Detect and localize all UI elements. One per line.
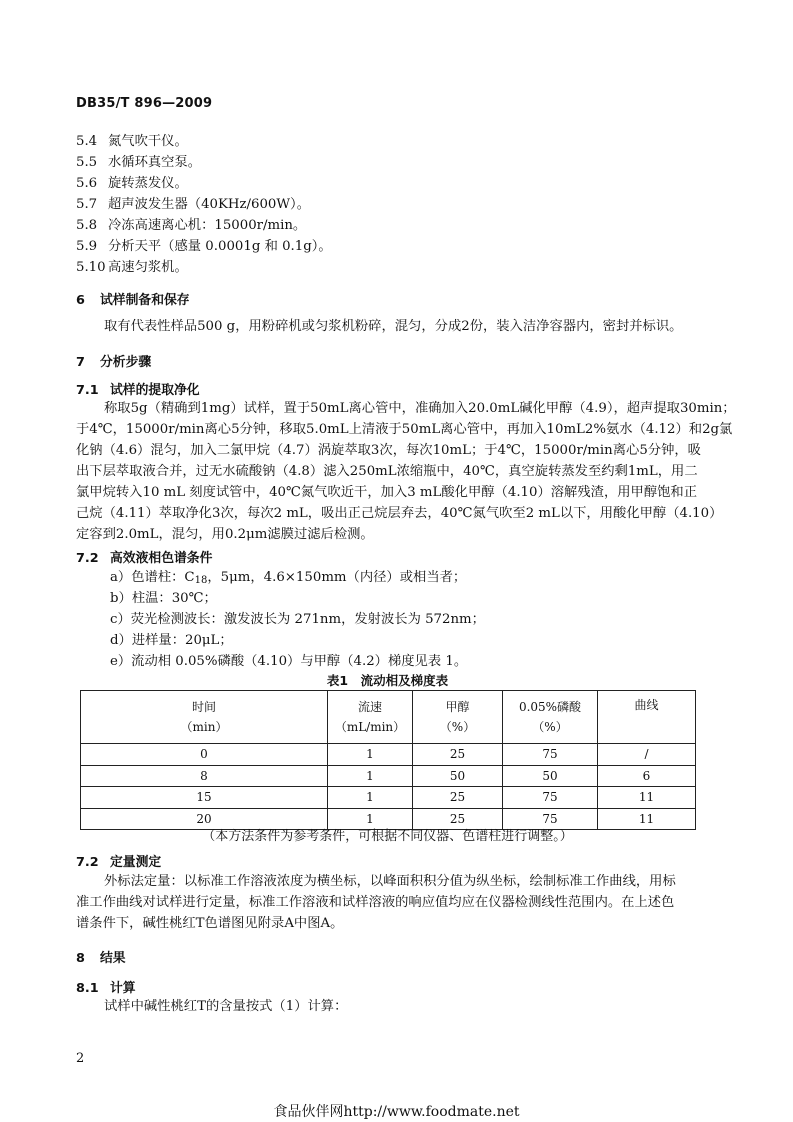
item-text: 高速匀浆机。 [108, 260, 188, 275]
item-number: 5.6 [76, 176, 98, 191]
table-cell: 50 [503, 765, 598, 787]
header-cell-flow [328, 691, 413, 744]
item-label: d） [110, 633, 132, 648]
paragraph-line: 谱条件下，碱性桃红T色谱图见附录A中图A。 [76, 916, 344, 931]
item-label: e） [110, 654, 132, 669]
paragraph-line: 氯甲烷转入10 mL 刻度试管中，40℃氮气吹近干，加入3 mL酸化甲醇（4.10）溶解残渣，用甲醇饱和正 [76, 485, 698, 500]
subsection-number: 8.1 [76, 981, 99, 996]
section-number: 6 [76, 293, 85, 308]
item-text: 柱温：30℃； [131, 591, 217, 606]
header-label: 0.05%磷酸 [518, 700, 582, 714]
subsection-title: 高效液相色谱条件 [110, 551, 213, 566]
subsection-number: 7.1 [76, 383, 99, 398]
header-unit: （%） [532, 720, 568, 734]
table-cell: 1 [328, 787, 413, 809]
header-cell-curve [598, 691, 696, 744]
gradient-table [80, 690, 696, 830]
table-cell: / [598, 744, 696, 766]
item-number: 5.10 [76, 260, 106, 275]
table-cell: 8 [81, 765, 328, 787]
table-cell: 1 [328, 765, 413, 787]
table-header-row [81, 691, 696, 744]
item-text: 分析天平（感量 0.0001g 和 0.1g）。 [108, 239, 332, 254]
section-heading [76, 351, 151, 370]
item-text: 氮气吹干仪。 [108, 134, 188, 149]
condition-item [110, 568, 466, 591]
item-text: 旋转蒸发仪。 [108, 176, 188, 191]
subsection-title: 计算 [110, 981, 136, 996]
header-label: 甲醇 [445, 700, 470, 714]
item-text: 超声波发生器（40KHz/600W）。 [108, 197, 311, 212]
item-label: c） [110, 612, 131, 627]
table-cell: 0 [81, 744, 328, 766]
subsection-title: 试样的提取净化 [110, 383, 200, 398]
table-cell: 25 [413, 744, 503, 766]
paragraph-line: 化钠（4.6）混匀，加入二氯甲烷（4.7）涡旋萃取3次，每次10mL；于4℃，15000r/min离心5分钟，吸 [76, 443, 701, 458]
condition-item [110, 652, 467, 672]
item-label: a） [110, 570, 132, 585]
item-text: 冷冻高速离心机：15000r/min。 [108, 218, 307, 233]
paragraph-line: 己烷（4.11）萃取净化3次，每次2 mL，吸出正己烷层弃去，40℃氮气吹至2 mL以下，用酸化甲醇（4.10） [76, 506, 723, 521]
section-body: 取有代表性样品500 g，用粉碎机或匀浆机粉碎，混匀，分成2份，装入洁净容器内，密封并标识。 [104, 319, 683, 334]
subsection-heading [76, 977, 136, 996]
item-text: 流动相 0.05%磷酸（4.10）与甲醇（4.2）梯度见表 1。 [131, 654, 468, 669]
table-note: （本方法条件为参考条件，可根据不同仪器、色谱柱进行调整。） [202, 829, 573, 844]
item-number: 5.4 [76, 134, 98, 149]
paragraph-line: 于4℃，15000r/min离心5分钟，移取5.0mL上清液于50mL离心管中，再加入10mL2%氨水（4.12）和2g氯 [76, 422, 733, 437]
table-caption: 表1 流动相及梯度表 [326, 673, 449, 688]
table-row [81, 765, 696, 787]
subsection-title: 定量测定 [110, 855, 162, 870]
page-number: 2 [76, 1051, 85, 1066]
footer-watermark: 食品伙伴网http://www.foodmate.net [273, 1104, 520, 1120]
table-cell: 75 [503, 744, 598, 766]
standard-code-header: DB35/T 896—2009 [76, 96, 213, 111]
table-cell: 25 [413, 808, 503, 830]
table-row [81, 787, 696, 809]
item-number: 5.5 [76, 155, 98, 170]
equipment-item [76, 216, 306, 236]
header-unit: （mL/min） [334, 720, 406, 734]
subsection-heading [76, 851, 161, 870]
table-cell: 20 [81, 808, 328, 830]
paragraph-line: 定容到2.0mL，混匀，用0.2μm滤膜过滤后检测。 [76, 527, 374, 542]
subscript: 18 [194, 575, 208, 586]
paragraph-line: 试样中碱性桃红T的含量按式（1）计算： [104, 999, 348, 1014]
header-unit: （%） [439, 720, 476, 734]
table-cell: 15 [81, 787, 328, 809]
header-cell-phosphoric [503, 691, 598, 744]
header-cell-time [81, 691, 328, 744]
item-label: b） [110, 591, 132, 606]
section-number: 8 [76, 951, 85, 966]
header-label: 曲线 [634, 698, 659, 712]
table-cell: 11 [598, 808, 696, 830]
equipment-item [76, 258, 188, 278]
equipment-item [76, 153, 201, 173]
subsection-number: 7.2 [76, 551, 99, 566]
header-label: 流速 [357, 700, 382, 714]
section-heading [76, 289, 190, 308]
item-text: 进样量：20μL； [131, 633, 233, 648]
item-number: 5.8 [76, 218, 98, 233]
table-cell: 25 [413, 787, 503, 809]
table-cell: 11 [598, 787, 696, 809]
item-number: 5.9 [76, 239, 98, 254]
table-cell: 1 [328, 808, 413, 830]
table-cell: 1 [328, 744, 413, 766]
subsection-number: 7.2 [76, 855, 99, 870]
header-cell-methanol [413, 691, 503, 744]
table-cell: 50 [413, 765, 503, 787]
item-number: 5.7 [76, 197, 98, 212]
subsection-heading [76, 379, 200, 398]
condition-item [110, 610, 485, 630]
item-text: 荧光检测波长：激发波长为 271nm，发射波长为 572nm； [130, 612, 485, 627]
condition-item [110, 631, 233, 651]
table-cell: 75 [503, 787, 598, 809]
item-text: 水循环真空泵。 [108, 155, 202, 170]
header-label: 时间 [191, 700, 216, 714]
equipment-item [76, 195, 310, 215]
section-heading [76, 947, 126, 966]
section-title: 分析步骤 [100, 355, 152, 370]
paragraph-line: 外标法定量：以标准工作溶液浓度为横坐标，以峰面积积分值为纵坐标，绘制标准工作曲线，用标 [104, 874, 676, 889]
table-row [81, 744, 696, 766]
equipment-item [76, 132, 188, 152]
section-number: 7 [76, 355, 85, 370]
equipment-item [76, 237, 332, 257]
header-unit: （min） [180, 720, 228, 734]
condition-item [110, 589, 217, 609]
paragraph-line: 出下层萃取液合并，过无水硫酸钠（4.8）滤入250mL浓缩瓶中，40℃，真空旋转蒸发至约剩1mL，用二 [76, 464, 698, 479]
paragraph-line: 准工作曲线对试样进行定量，标准工作溶液和试样溶液的响应值均应在仪器检测线性范围内。在上述色 [76, 895, 675, 910]
item-text: 色谱柱：C [131, 570, 195, 585]
section-title: 试样制备和保存 [100, 293, 190, 308]
section-title: 结果 [100, 951, 126, 966]
subsection-heading [76, 547, 212, 566]
equipment-item [76, 174, 188, 194]
item-text-rest: ，5μm，4.6×150mm（内径）或相当者； [207, 570, 467, 585]
table-cell: 6 [598, 765, 696, 787]
table-cell: 75 [503, 808, 598, 830]
paragraph-line: 称取5g（精确到1mg）试样，置于50mL离心管中，准确加入20.0mL碱化甲醇（4.9），超声提取30min； [104, 401, 736, 416]
